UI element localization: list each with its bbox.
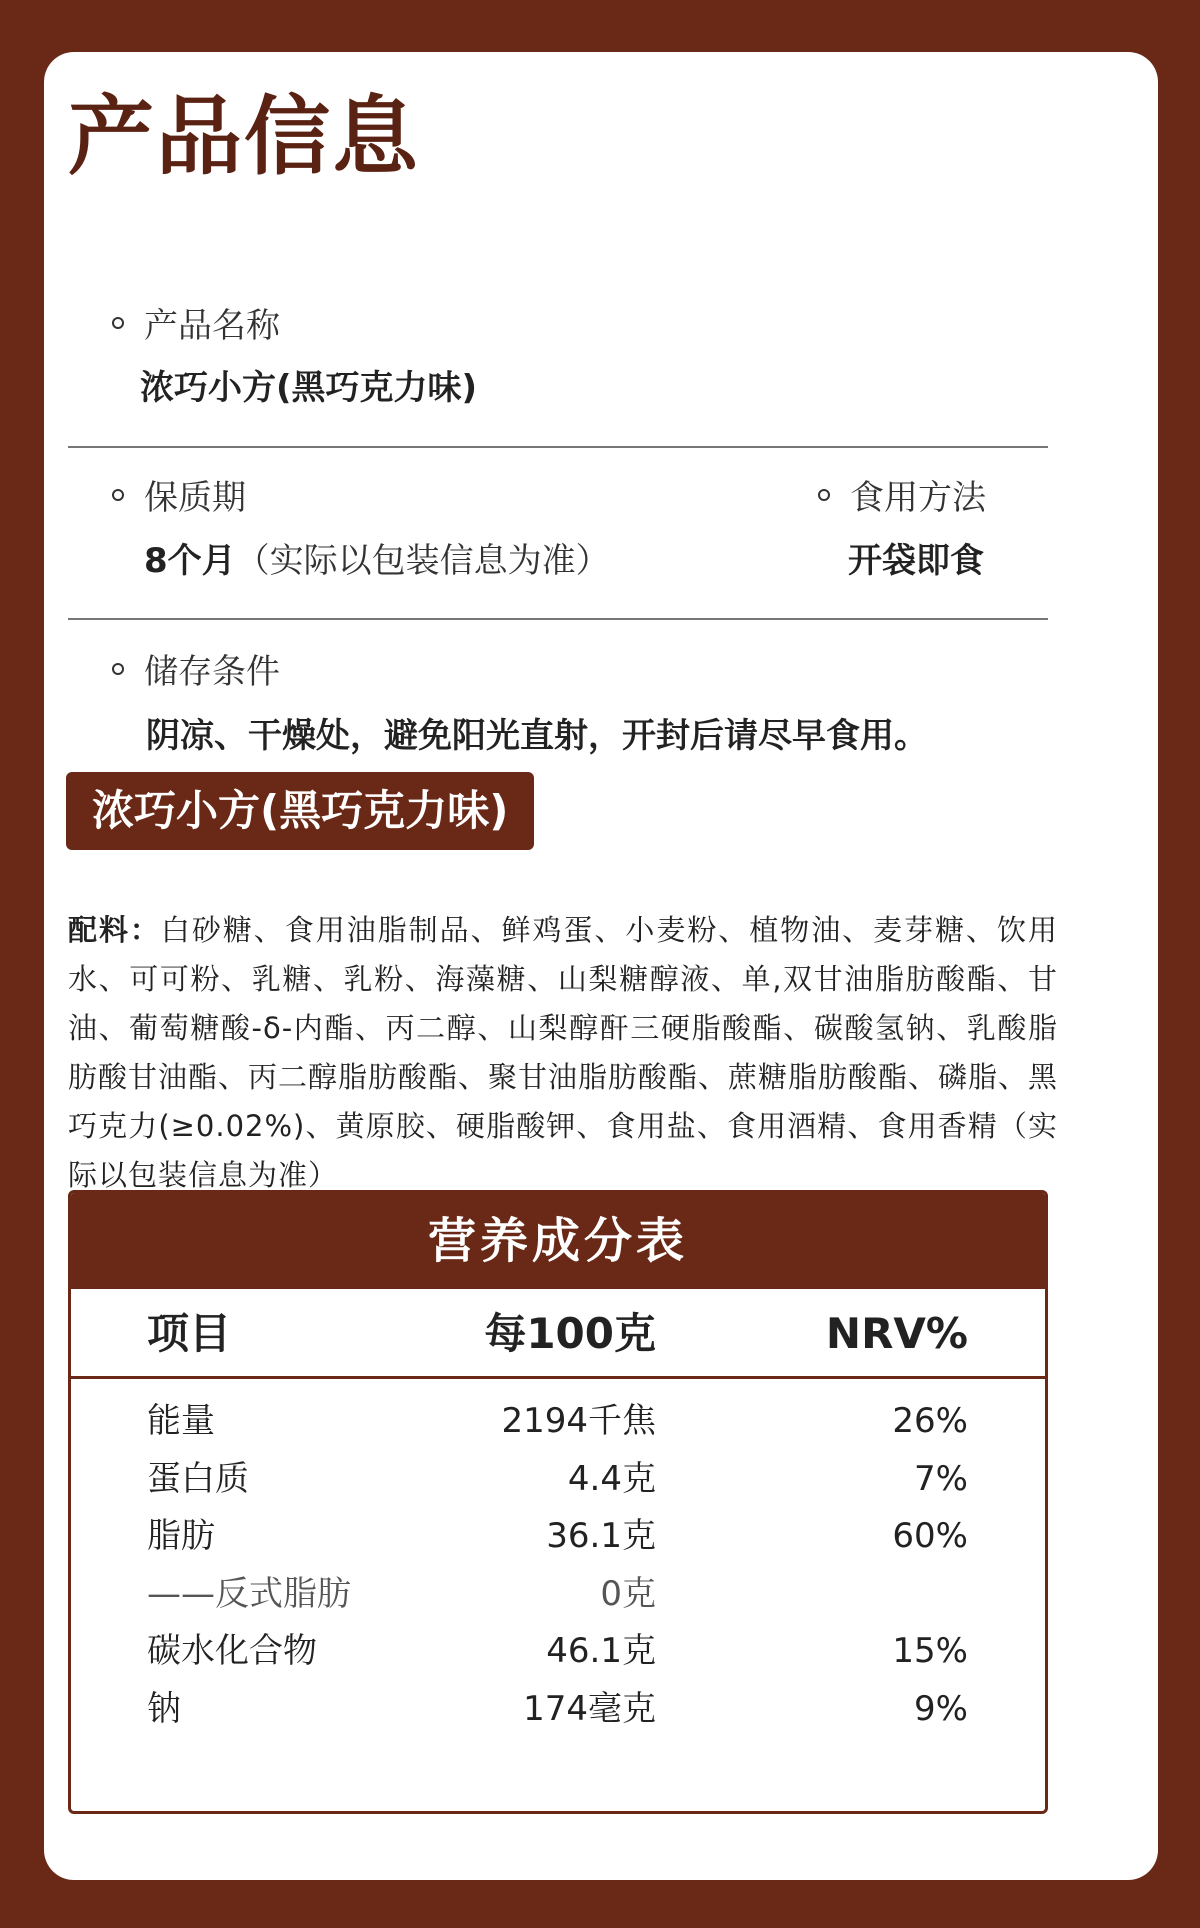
row-per100: 2194千焦 — [501, 1401, 656, 1441]
row-nrv: 60% — [892, 1516, 968, 1556]
row-nrv: 9% — [914, 1688, 968, 1729]
divider — [68, 618, 1048, 620]
usage-label: 食用方法 — [818, 478, 986, 519]
product-name-label: 产品名称 — [112, 306, 280, 347]
table-row — [71, 1451, 1045, 1509]
row-item: ——反式脂肪 — [147, 1573, 351, 1614]
ingredients-text — [68, 906, 1058, 1200]
bullet-icon — [112, 317, 124, 329]
row-per100: 174毫克 — [523, 1688, 656, 1729]
row-item: 能量 — [147, 1401, 215, 1441]
header-per100: 每100克 — [484, 1309, 656, 1358]
nutrition-header-row — [71, 1289, 1045, 1379]
table-row — [71, 1393, 1045, 1451]
row-item: 脂肪 — [147, 1516, 215, 1556]
row-nrv: 15% — [892, 1631, 968, 1671]
bullet-icon — [112, 663, 124, 675]
table-row — [71, 1681, 1045, 1739]
row-per100: 46.1克 — [546, 1631, 656, 1671]
shelf-life-label: 保质期 — [112, 478, 246, 519]
nutrition-table — [68, 1190, 1048, 1814]
table-row — [71, 1566, 1045, 1624]
usage-value: 开袋即食 — [848, 541, 984, 581]
header-item: 项目 — [147, 1309, 232, 1358]
product-name-value: 浓巧小方(黑巧克力味) — [140, 368, 478, 408]
nutrition-title: 营养成分表 — [71, 1193, 1045, 1289]
shelf-life-note: （实际以包装信息为准） — [235, 541, 610, 581]
bullet-icon — [818, 489, 830, 501]
nutrition-rows — [71, 1393, 1045, 1738]
table-row — [71, 1623, 1045, 1681]
table-row — [71, 1508, 1045, 1566]
row-item: 碳水化合物 — [147, 1631, 317, 1671]
header-nrv: NRV% — [825, 1309, 968, 1358]
row-per100: 4.4克 — [567, 1458, 656, 1499]
shelf-life-value: 8个月（实际以包装信息为准） — [144, 541, 610, 581]
product-tag: 浓巧小方(黑巧克力味) — [66, 772, 534, 850]
row-nrv: 7% — [914, 1458, 968, 1499]
row-item: 蛋白质 — [147, 1458, 249, 1499]
storage-label: 储存条件 — [112, 652, 280, 693]
row-nrv: 26% — [892, 1401, 968, 1441]
ingredients-list: 白砂糖、食用油脂制品、鲜鸡蛋、小麦粉、植物油、麦芽糖、饮用水、可可粉、乳糖、乳粉、海藻糖、山梨糖醇液、单,双甘油脂肪酸酯、甘油、葡萄糖酸-δ-内酯、丙二醇、山梨醇酐三硬脂酸酯、碳酸氢钠、乳酸脂肪酸甘油酯、丙二醇脂肪酸酯、聚甘油脂肪酸酯、蔗糖脂肪酸酯、磷脂、黑巧克力(≥0.02%)、黄原胶、硬脂酸钾、食用盐、食用酒精、食用香精（实际以包装信息为准） — [68, 913, 1059, 1192]
bullet-icon — [112, 489, 124, 501]
divider — [68, 446, 1048, 448]
row-per100: 0克 — [600, 1573, 656, 1614]
row-per100: 36.1克 — [546, 1516, 656, 1556]
storage-value: 阴凉、干燥处，避免阳光直射，开封后请尽早食用。 — [146, 716, 928, 756]
page-title: 产品信息 — [68, 87, 420, 187]
ingredients-label: 配料： — [68, 913, 161, 947]
row-item: 钠 — [147, 1688, 181, 1729]
